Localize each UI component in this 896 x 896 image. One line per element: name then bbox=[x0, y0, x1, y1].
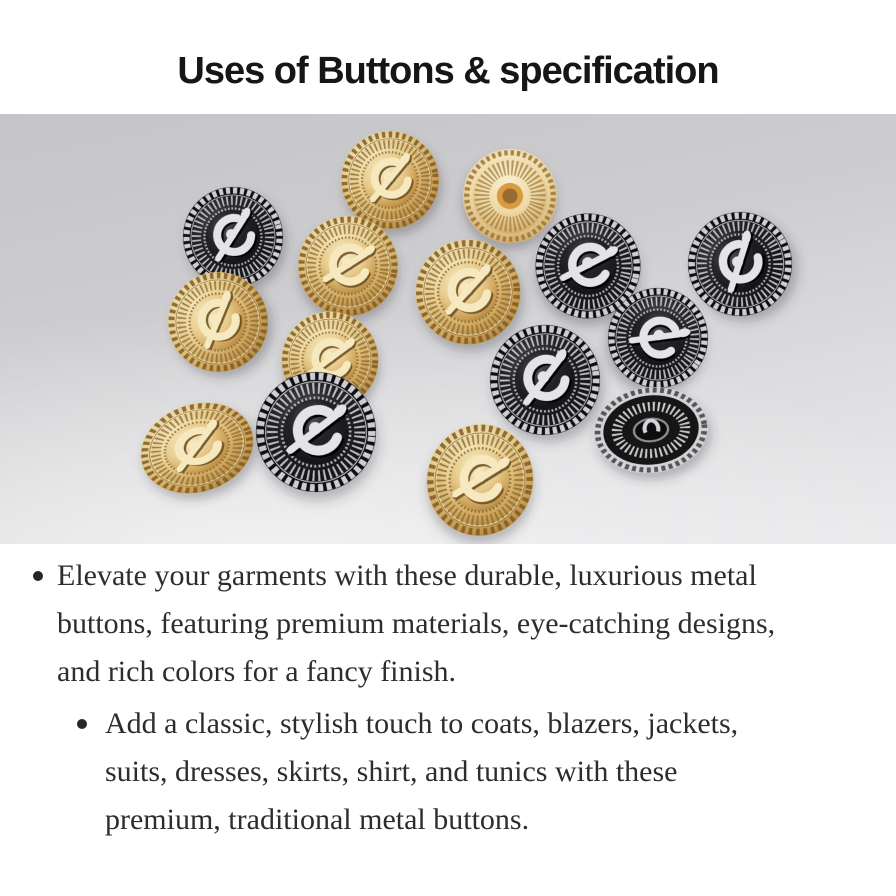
feature-item bbox=[0, 552, 896, 696]
gold-button-tilted bbox=[129, 388, 266, 507]
feature-line: and rich colors for a fancy finish. bbox=[57, 655, 457, 688]
bullet-icon bbox=[33, 571, 43, 581]
buttons-photo-canvas bbox=[0, 114, 896, 544]
feature-line: Add a classic, stylish touch to coats, blazers, jackets, bbox=[105, 707, 739, 740]
silver-button-back bbox=[590, 381, 712, 478]
feature-line: Elevate your garments with these durable, luxurious metal bbox=[57, 559, 757, 592]
gold-button bbox=[411, 235, 525, 349]
feature-text bbox=[105, 700, 738, 844]
feature-line: premium, traditional metal buttons. bbox=[105, 803, 530, 836]
feature-text bbox=[57, 552, 775, 696]
feature-item bbox=[0, 700, 896, 844]
feature-line: suits, dresses, skirts, shirt, and tunics with these bbox=[105, 755, 678, 788]
features-list bbox=[0, 544, 896, 844]
gold-button bbox=[416, 414, 543, 544]
page-title: Uses of Buttons & specification bbox=[177, 50, 719, 92]
buttons-photo bbox=[0, 114, 896, 544]
bullet-icon bbox=[77, 719, 87, 729]
feature-line: buttons, featuring premium materials, eye-catching designs, bbox=[57, 607, 776, 640]
header bbox=[0, 0, 896, 114]
silver-button bbox=[481, 316, 608, 443]
